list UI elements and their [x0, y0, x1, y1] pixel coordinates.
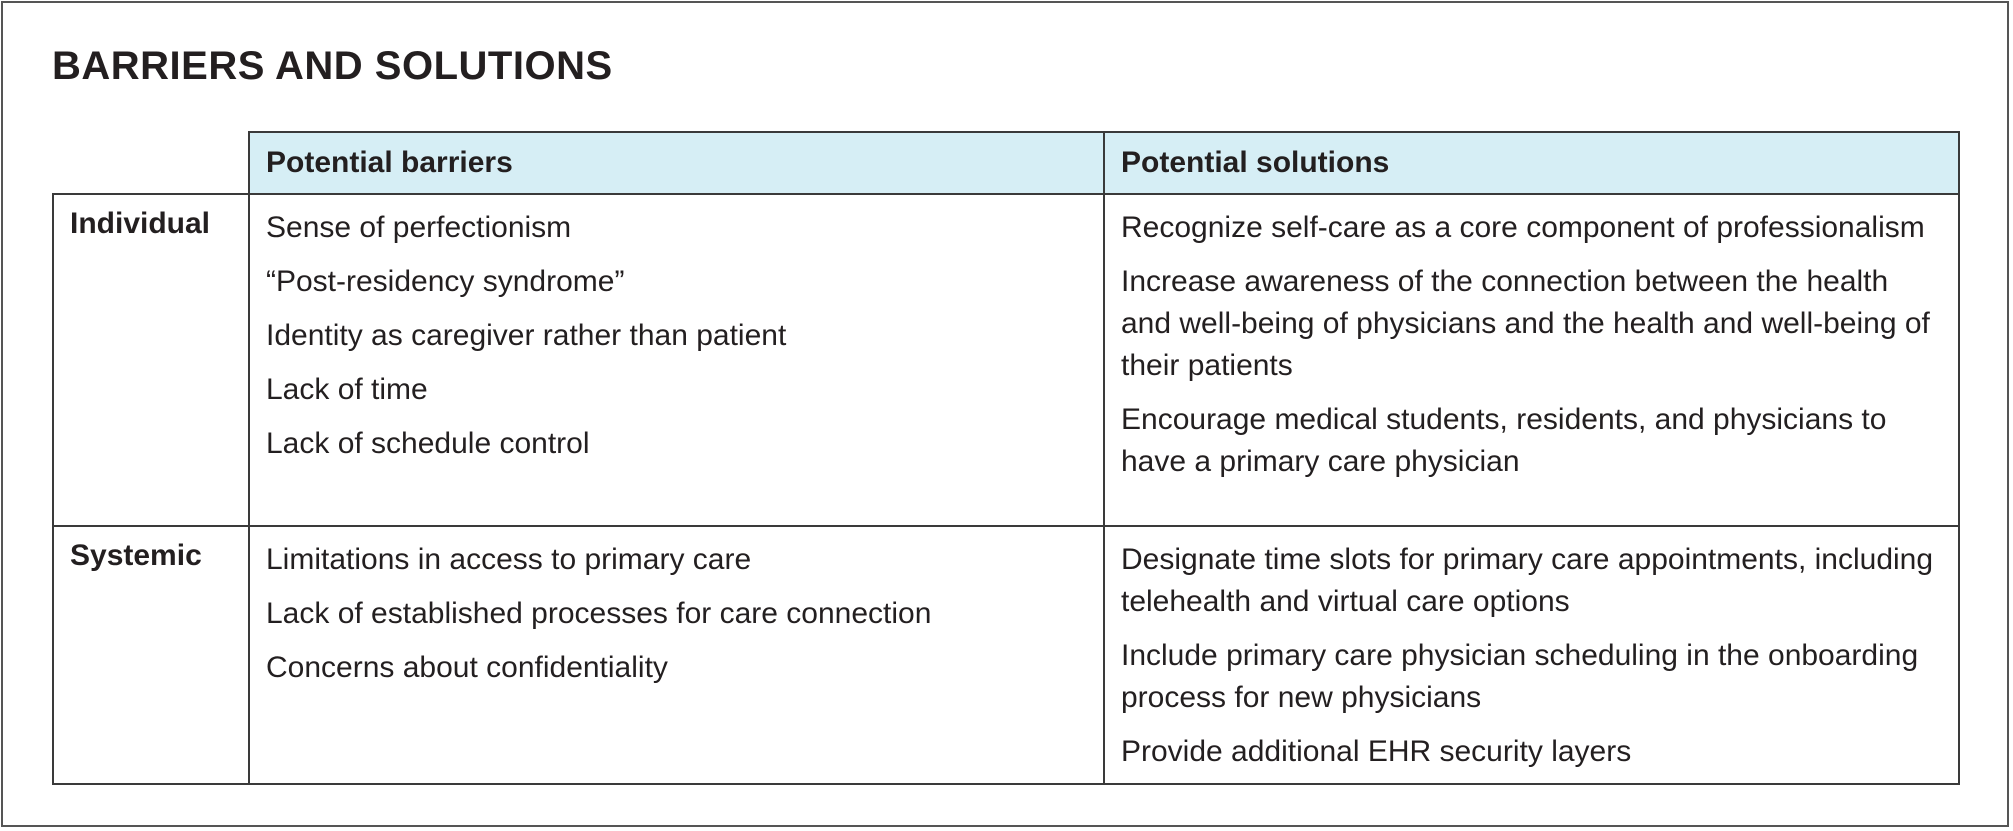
list-item: Increase awareness of the connection between the health and well-being of physicians and the health and well-being of their patients — [1121, 265, 1930, 382]
list-item: Limitations in access to primary care — [266, 543, 752, 576]
corner-cell — [53, 132, 249, 194]
solutions-cell — [1104, 526, 1959, 784]
list-item: Designate time slots for primary care appointments, including telehealth and virtual care options — [1121, 543, 1934, 618]
solutions-cell — [1104, 194, 1959, 526]
list-item: Lack of established processes for care connection — [266, 597, 932, 630]
table-row-systemic — [53, 526, 1959, 784]
header-row — [53, 132, 1959, 194]
header-barriers: Potential barriers — [249, 132, 1104, 194]
list-item: Sense of perfectionism — [266, 211, 572, 244]
list-item: Concerns about confidentiality — [266, 651, 668, 684]
header-solutions: Potential solutions — [1104, 132, 1959, 194]
list-item: Encourage medical students, residents, and physicians to have a primary care physician — [1121, 403, 1887, 478]
row-label: Individual — [53, 194, 249, 526]
list-item: Recognize self-care as a core component of professionalism — [1121, 211, 1925, 244]
row-label: Systemic — [53, 526, 249, 784]
barriers-cell — [249, 194, 1104, 526]
list-item: Lack of time — [266, 373, 428, 406]
barriers-solutions-table — [52, 131, 1960, 785]
list-item: Provide additional EHR security layers — [1121, 735, 1632, 768]
table-row-individual — [53, 194, 1959, 526]
list-item: Include primary care physician scheduling in the onboarding process for new physicians — [1121, 639, 1919, 714]
barriers-cell — [249, 526, 1104, 784]
list-item: “Post-residency syndrome” — [266, 265, 625, 298]
list-item: Lack of schedule control — [266, 427, 590, 460]
list-item: Identity as caregiver rather than patient — [266, 319, 787, 352]
figure-title: BARRIERS AND SOLUTIONS — [52, 44, 613, 88]
